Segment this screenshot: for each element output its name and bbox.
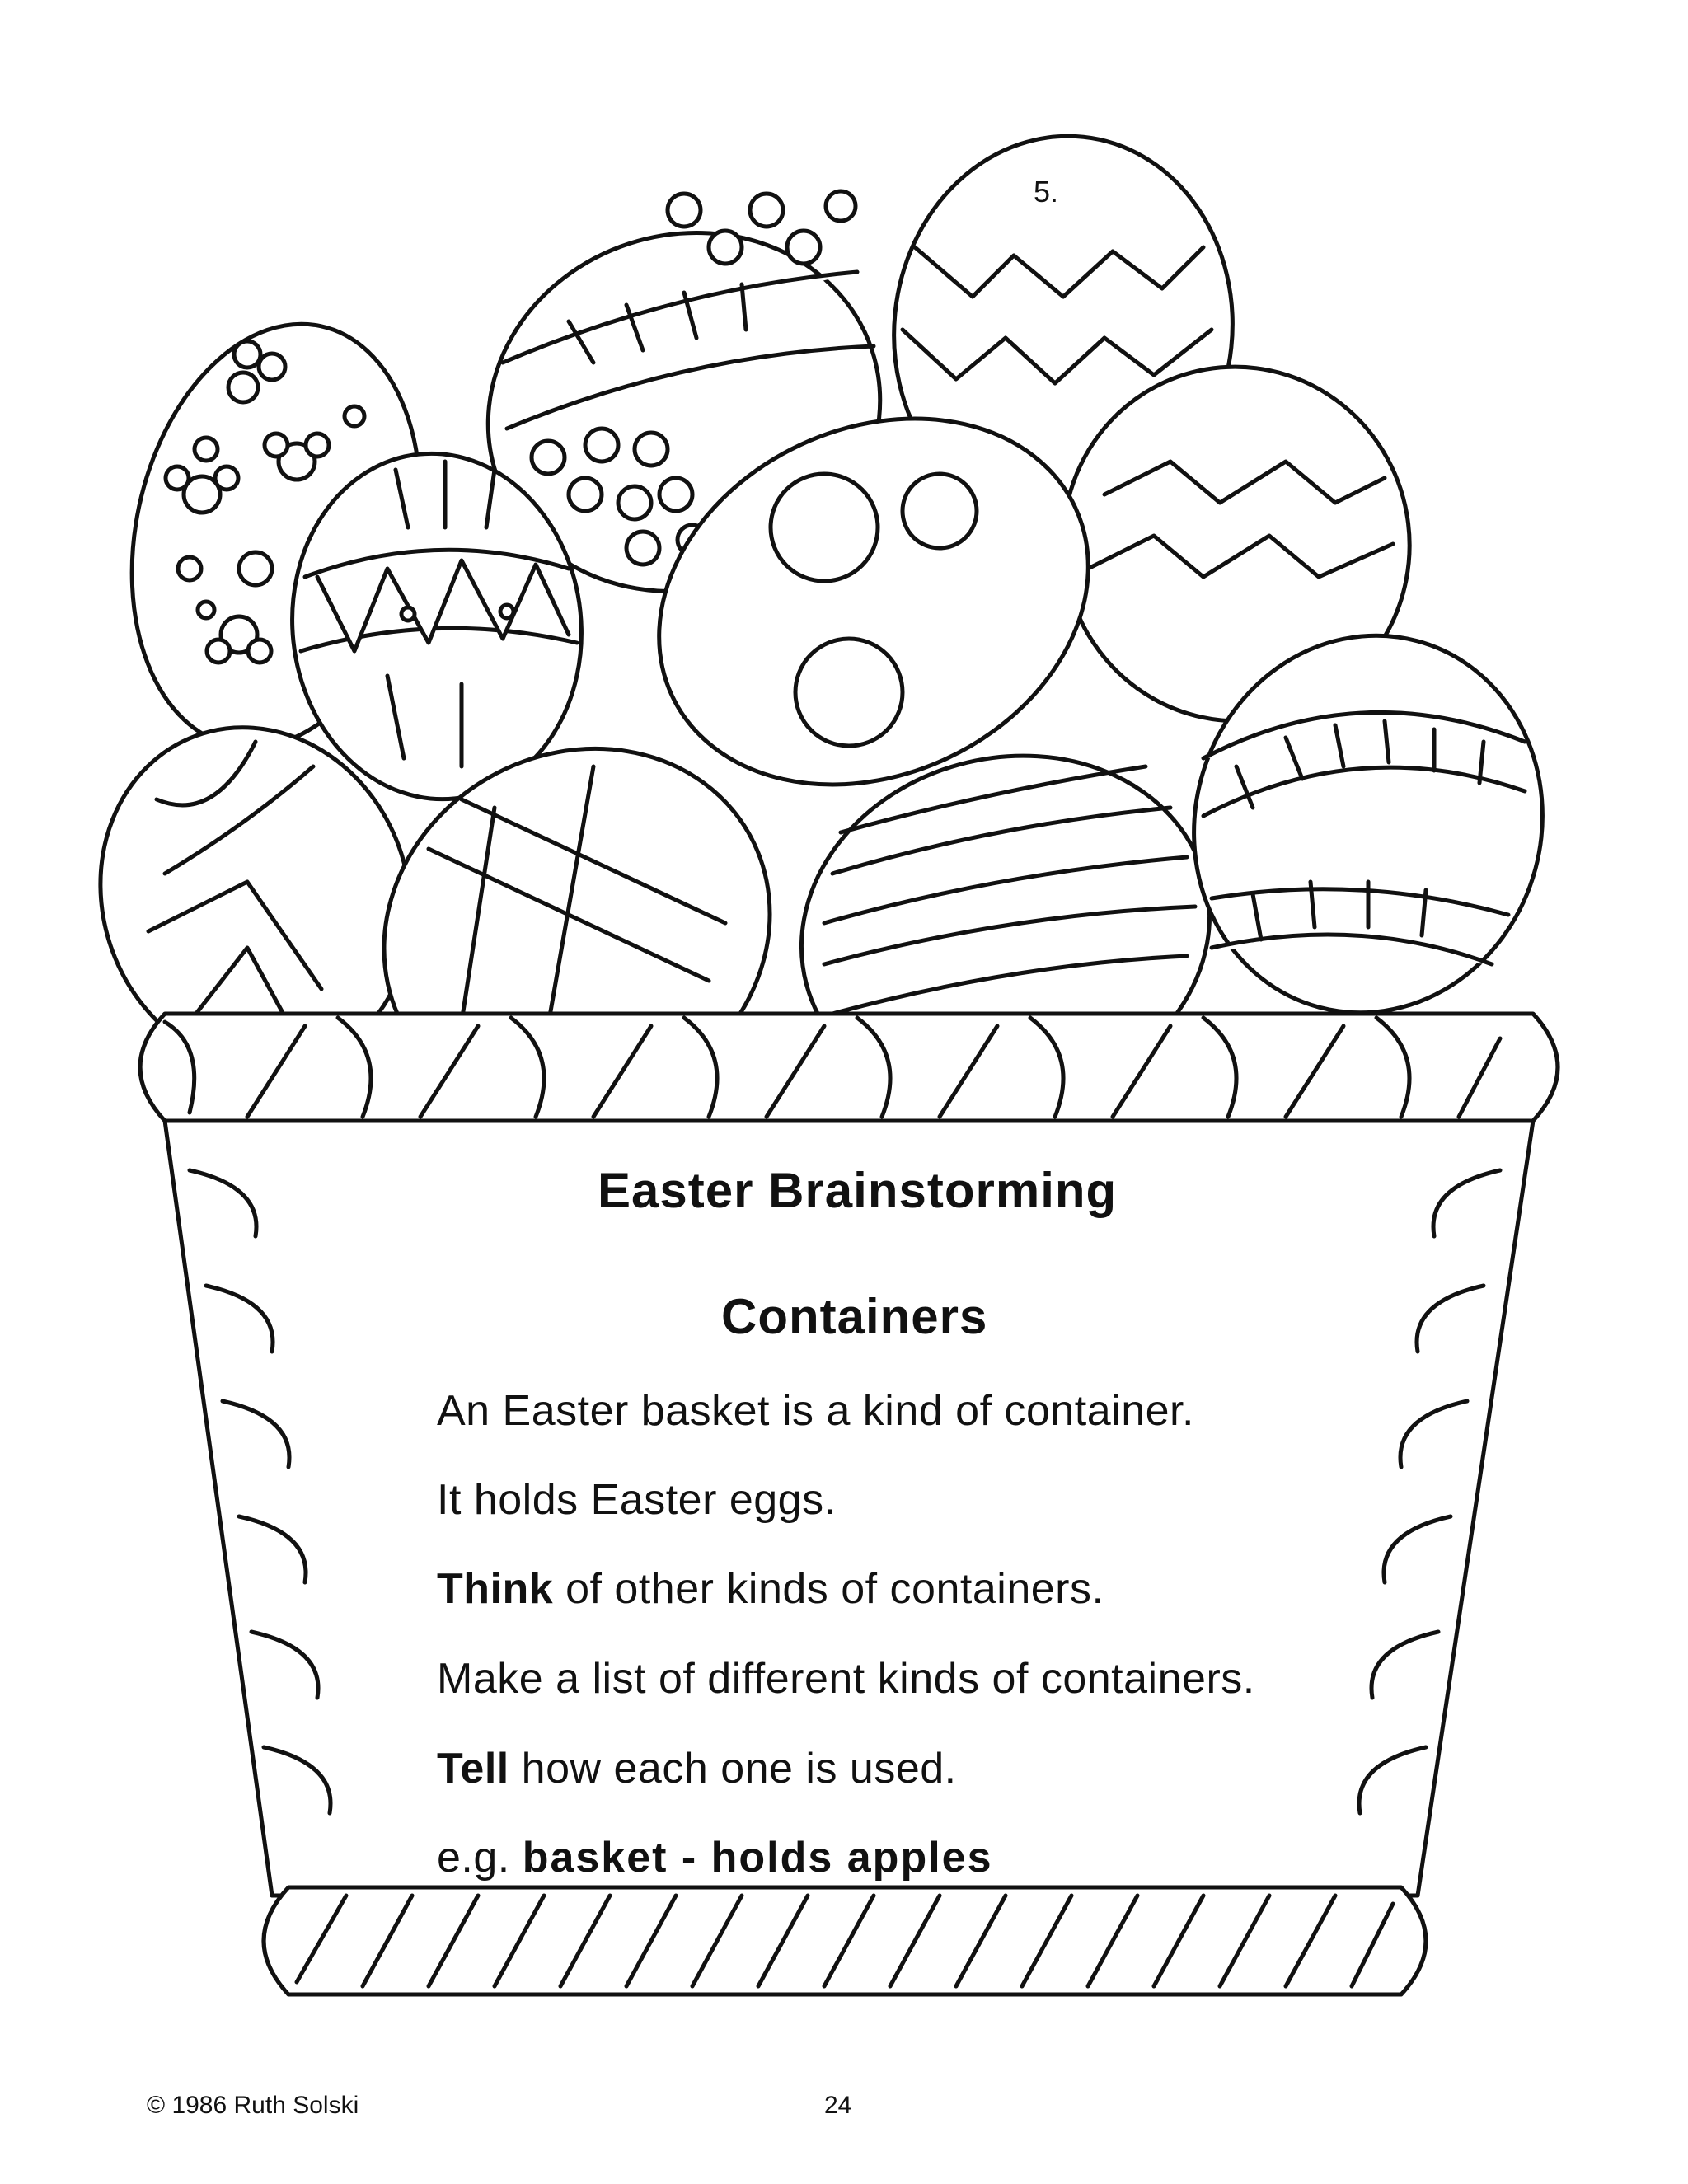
instruction-line-4: Make a list of different kinds of containers.: [437, 1655, 1255, 1703]
instruction-line-3: [437, 1564, 1104, 1614]
instruction-line-5-rest: how each one is used.: [509, 1745, 957, 1793]
page-title: Easter Brainstorming: [598, 1163, 1118, 1218]
basket-base: [264, 1887, 1426, 1994]
copyright-notice: © 1986 Ruth Solski: [147, 2092, 359, 2119]
example-text: basket - holds apples: [522, 1834, 993, 1882]
instruction-line-5: [437, 1744, 957, 1793]
keyword-think: Think: [437, 1565, 554, 1613]
example-prefix: e.g.: [437, 1834, 523, 1882]
instruction-line-1: An Easter basket is a kind of container.: [437, 1387, 1194, 1435]
section-subtitle: Containers: [721, 1289, 988, 1344]
keyword-tell: Tell: [437, 1745, 509, 1793]
instruction-line-3-rest: of other kinds of containers.: [553, 1565, 1104, 1613]
example-line: [437, 1833, 993, 1882]
instruction-line-2: It holds Easter eggs.: [437, 1476, 837, 1524]
page-number: 24: [824, 2092, 852, 2119]
item-number: 5.: [1034, 175, 1059, 209]
